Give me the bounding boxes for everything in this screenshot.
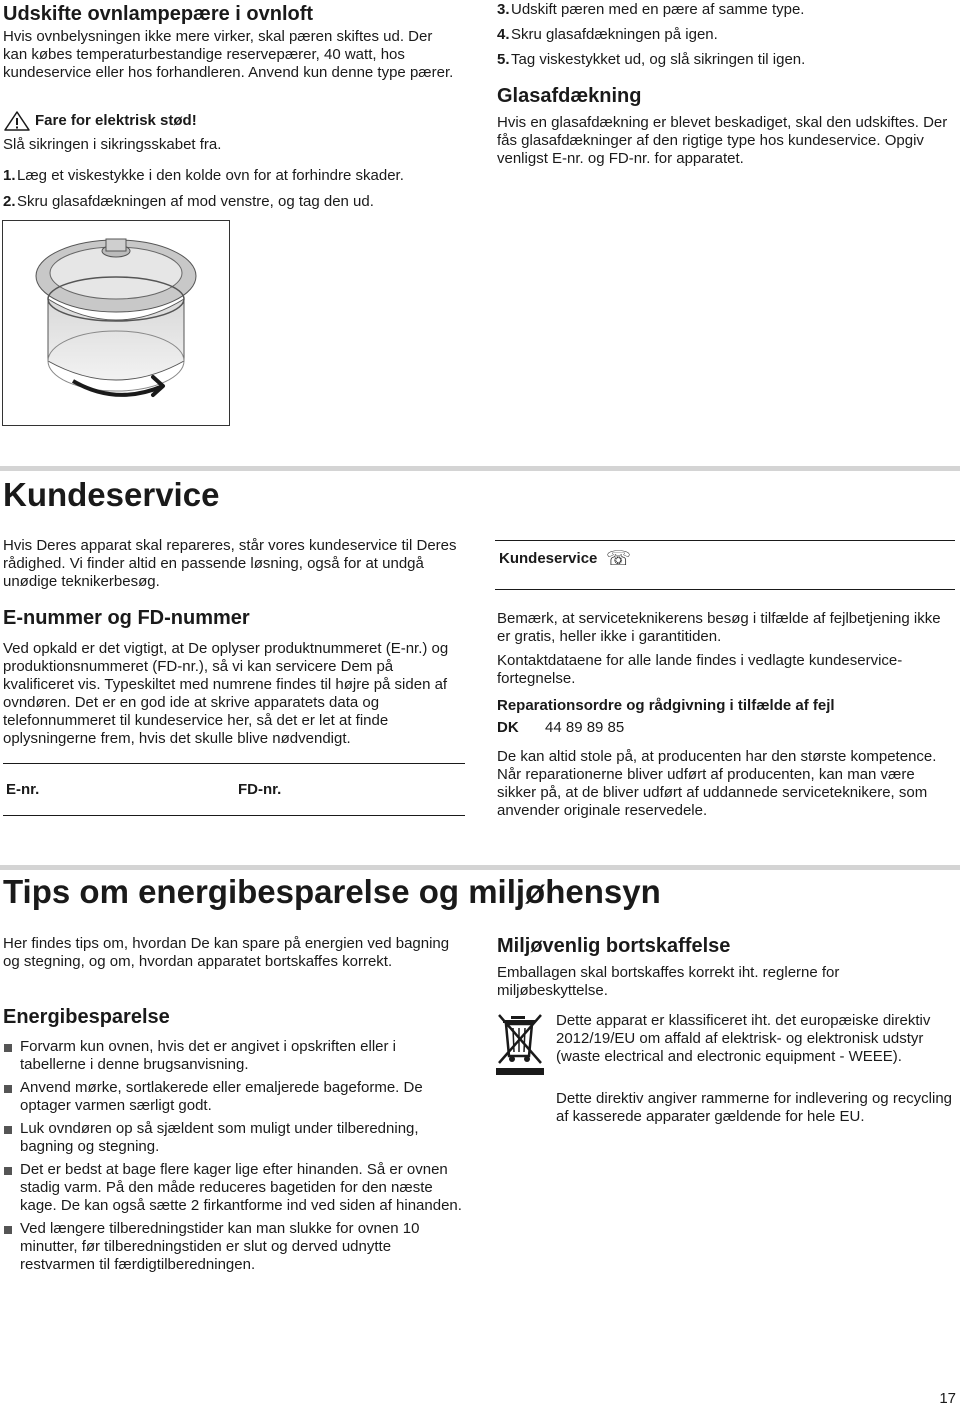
country-code: DK xyxy=(497,719,519,736)
bulb-intro: Hvis ovnbelysningen ikke mere virker, skal pæren skiftes ud. Der kan købes temperaturbestandige reservepærer, 40 watt, hos kundeservice eller hos forhandleren. Anvend kun denne type pærer. xyxy=(3,28,454,81)
list-item-text: Det er bedst at bage flere kager lige efter hinanden. Så er ovnen stadig varm. På den måde reduceres bagetiden for den næste kage. De kan også sætte 2 firkantforme ind ved siden af hinanden. xyxy=(20,1161,462,1214)
list-item xyxy=(3,1038,465,1074)
bullet-square-icon xyxy=(4,1085,12,1093)
step-number: 2. xyxy=(3,193,16,210)
enr-label: E-nr. xyxy=(6,781,40,798)
section-divider xyxy=(0,466,960,471)
phone-row xyxy=(497,719,957,736)
step-1 xyxy=(3,167,463,185)
weee-bin-icon xyxy=(496,1012,546,1076)
enummer-text: Ved opkald er det vigtigt, at De oplyser produktnummeret (E-nr.) og produktionsnummeret (FD-nr.), så vi kan servicere Dem på kvalificeret vis. Typeskiltet med numrene findes til højre på siden af ovndøren. Det er en god ide at skrive apparatets data og telefonnummeret til kundeservice her, så det er let at finde oplysningerne frem, hvis det skulle blive nødvendigt. xyxy=(3,640,449,747)
list-item-text: Anvend mørke, sortlakerede eller emaljerede bageforme. De optager varmen særligt godt. xyxy=(20,1079,423,1114)
bullet-square-icon xyxy=(4,1044,12,1052)
glass-text: Hvis en glasafdækning er blevet beskadiget, skal den udskiftes. Der fås glasafdækninger af den rigtige type hos kundeservice. Opgiv venligst E-nr. og FD-nr. for apparatet. xyxy=(497,114,948,167)
disposal-intro: Emballagen skal bortskaffes korrekt iht. reglerne for miljøbeskyttelse. xyxy=(497,964,840,999)
list-item-text: Forvarm kun ovnen, hvis det er angivet i opskriften eller i tabellerne i denne brugsanvisning. xyxy=(20,1038,397,1073)
energy-list xyxy=(3,1038,465,1279)
service-section-title: Kundeservice xyxy=(3,476,220,513)
disposal-title: Miljøvenlig bortskaffelse xyxy=(497,935,731,957)
step-5 xyxy=(497,51,957,69)
step-number: 5. xyxy=(497,51,510,68)
service-note-1: Bemærk, at serviceteknikerens besøg i tilfælde af fejlbetjening ikke er gratis, heller ikke i garantitiden. xyxy=(497,610,941,645)
list-item xyxy=(3,1120,465,1156)
phone-icon: ☏ xyxy=(606,548,632,570)
list-item-text: Ved længere tilberedningstider kan man slukke for ovnen 10 minutter, før tilberedningstiden er slut og derved udnytte restvarmen til færdigtilberedningen. xyxy=(20,1220,420,1273)
step-number: 4. xyxy=(497,26,510,43)
warning-text: Slå sikringen i sikringsskabet fra. xyxy=(3,136,222,153)
form-line-bottom xyxy=(3,815,465,816)
form-line-top xyxy=(3,763,465,764)
warning-title: Fare for elektrisk stød! xyxy=(35,112,197,129)
step-text: Skru glasafdækningen på igen. xyxy=(511,26,718,43)
bullet-square-icon xyxy=(4,1167,12,1175)
lamp-cover-image xyxy=(3,221,229,425)
list-item xyxy=(3,1079,465,1115)
step-text: Læg et viskestykke i den kolde ovn for at forhindre skader. xyxy=(17,167,404,184)
energy-title: Energibesparelse xyxy=(3,1006,170,1028)
step-2 xyxy=(3,193,463,211)
bulb-section-title: Udskifte ovnlampepære i ovnloft xyxy=(3,3,314,25)
tips-intro: Her findes tips om, hvordan De kan spare på energien ved bagning og stegning, og om, hvordan apparatet bortskaffes korrekt. xyxy=(3,935,450,970)
fdnr-label: FD-nr. xyxy=(238,781,282,798)
list-item-text: Luk ovndøren op så sjældent som muligt under tilberedning, bagning og stegning. xyxy=(20,1120,419,1155)
section-divider xyxy=(0,865,960,870)
step-4 xyxy=(497,26,957,44)
bullet-square-icon xyxy=(4,1126,12,1134)
list-item xyxy=(3,1161,465,1215)
service-intro: Hvis Deres apparat skal repareres, står vores kundeservice til Deres rådighed. Vi finder altid en passende løsning, også for at undgå unødige teknikerbesøg. xyxy=(3,537,457,590)
warning-icon xyxy=(4,111,30,131)
tips-section-title: Tips om energibesparelse og miljøhensyn xyxy=(3,873,661,910)
service-note-2: Kontaktdataene for alle lande findes i vedlagte kundeservice-fortegnelse. xyxy=(497,652,903,687)
service-note-3: De kan altid stole på, at producenten har den største kompetence. Når reparationerne bliver udført af producenten, kan man være sikker på, at de bliver udført af uddannede serviceteknikere, som anvender originale reservedele. xyxy=(497,748,937,819)
phone-number: 44 89 89 85 xyxy=(545,719,625,736)
step-number: 3. xyxy=(497,1,510,18)
list-item xyxy=(3,1220,465,1274)
weee-text-2: Dette direktiv angiver rammerne for indlevering og recycling af kasserede apparater gældende for hele EU. xyxy=(556,1090,953,1125)
page-number: 17 xyxy=(939,1390,956,1407)
warning-line xyxy=(3,111,463,131)
repair-title: Reparationsordre og rådgivning i tilfælde af fejl xyxy=(497,697,835,714)
enummer-title: E-nummer og FD-nummer xyxy=(3,607,250,629)
bullet-square-icon xyxy=(4,1226,12,1234)
lamp-cover-illustration xyxy=(2,220,230,426)
step-number: 1. xyxy=(3,167,16,184)
service-box-label: Kundeservice xyxy=(499,550,598,567)
service-box xyxy=(495,540,955,590)
step-text: Skru glasafdækningen af mod venstre, og tag den ud. xyxy=(17,193,374,210)
glass-section-title: Glasafdækning xyxy=(497,85,642,107)
step-text: Tag viskestykket ud, og slå sikringen til igen. xyxy=(511,51,806,68)
weee-text-1: Dette apparat er klassificeret iht. det europæiske direktiv 2012/19/EU om affald af elektrisk- og elektronisk udstyr (waste electrical and electronic equipment - WEEE). xyxy=(556,1012,931,1065)
step-3 xyxy=(497,1,957,19)
step-text: Udskift pæren med en pære af samme type. xyxy=(511,1,805,18)
